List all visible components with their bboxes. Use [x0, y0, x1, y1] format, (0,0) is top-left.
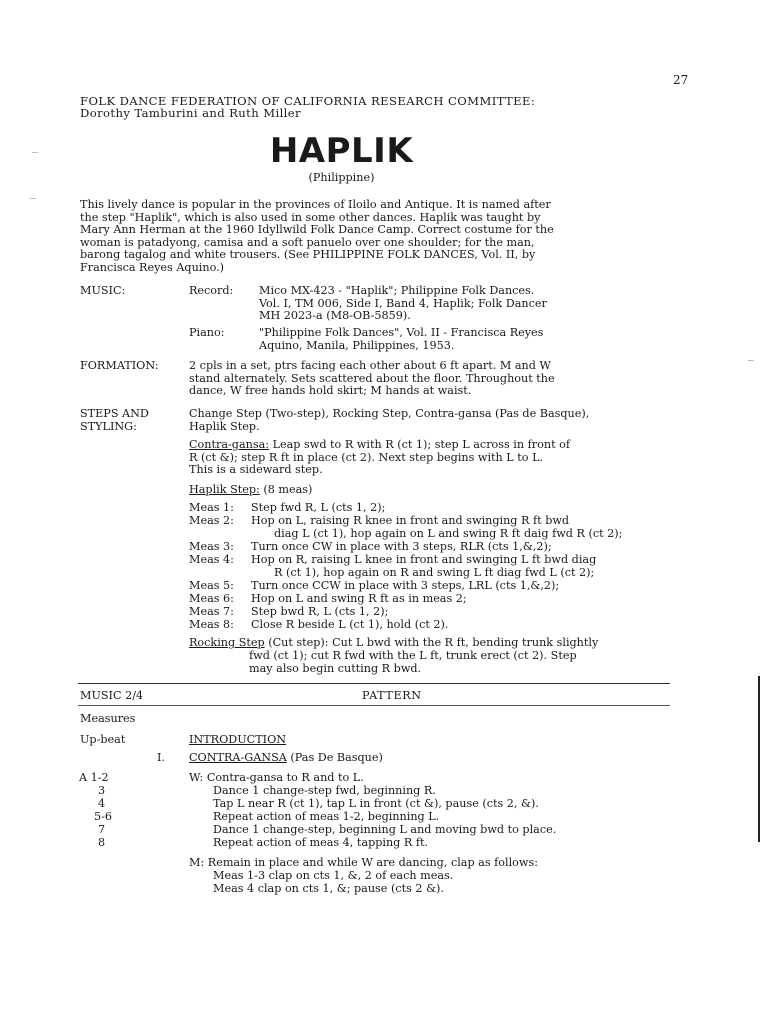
introduction-heading: INTRODUCTION [189, 733, 287, 746]
scan-fleck [32, 152, 38, 153]
haplik-meas-label: Meas 7: [189, 605, 234, 618]
dance-origin: (Philippine) [308, 171, 375, 184]
haplik-meas-label: Meas 6: [189, 592, 234, 605]
haplik-meas-label: Meas 5: [189, 579, 234, 592]
measure-number: 5-6 [94, 810, 113, 823]
record-line: Mico MX-423 - "Haplik"; Philippine Folk Dances. [259, 284, 535, 297]
haplik-step-count: (8 meas) [259, 483, 313, 496]
haplik-meas-label: Meas 3: [189, 540, 234, 553]
intro-line: Mary Ann Herman at the 1960 Idyllwild Folk Dance Camp. Correct costume for the [80, 223, 554, 237]
intro-line: This lively dance is popular in the provinces of Iloilo and Antique. It is named after [80, 198, 551, 211]
pattern-text: Repeat action of meas 4, tapping R ft. [213, 836, 429, 849]
formation-text [189, 360, 555, 398]
haplik-meas-label: Meas 1: [189, 501, 234, 514]
haplik-meas-text: Step fwd R, L (cts 1, 2); [251, 501, 386, 514]
intro-paragraph [80, 199, 660, 275]
pattern-text: Tap L near R (ct 1), tap L in front (ct &), pause (cts 2, &). [213, 797, 539, 810]
piano-line: "Philippine Folk Dances", Vol. II - Francisca Reyes [259, 326, 544, 339]
rocking-step-text: (Cut step): Cut L bwd with the R ft, bending trunk slightly [264, 636, 599, 649]
music-label: MUSIC: [80, 284, 126, 297]
intro-line: Francisca Reyes Aquino.) [80, 260, 225, 274]
steps-label-line: STYLING: [80, 419, 137, 433]
pattern-heading: PATTERN [362, 689, 422, 702]
rocking-step-continued [249, 650, 577, 675]
contra-gansa-line [189, 439, 570, 452]
haplik-meas-text: R (ct 1), hop again on R and swing L ft diag fwd L (ct 2); [274, 566, 595, 579]
figure-heading [189, 752, 383, 765]
men-clap-detail: Meas 1-3 clap on cts 1, &, 2 of each meas. [213, 869, 454, 882]
haplik-step-heading [189, 484, 312, 497]
steps-label-line: STEPS AND [80, 407, 149, 420]
scan-fleck [748, 360, 754, 361]
figure-number: I. [157, 751, 165, 764]
haplik-step-term: Haplik Step: [189, 483, 260, 496]
haplik-meas-text: Step bwd R, L (cts 1, 2); [251, 605, 389, 618]
pattern-text: Repeat action of meas 1-2, beginning L. [213, 810, 440, 823]
figure-subtitle: (Pas De Basque) [286, 751, 383, 764]
dance-title: HAPLIK [269, 131, 414, 171]
piano-line: Aquino, Manila, Philippines, 1953. [259, 338, 455, 352]
intro-line: barong tagalog and white trousers. (See PHILIPPINE FOLK DANCES, Vol. II, by [80, 248, 536, 262]
measure-number: 7 [98, 823, 106, 836]
rocking-step-line: may also begin cutting R bwd. [249, 661, 422, 675]
header-committee: FOLK DANCE FEDERATION OF CALIFORNIA RESEARCH COMMITTEE: [80, 94, 536, 108]
contra-gansa-text: Leap swd to R with R (ct 1); step L across in front of [269, 438, 571, 451]
pattern-text: W: Contra-gansa to R and to L. [189, 771, 364, 784]
measure-number: 8 [98, 836, 106, 849]
upbeat-label: Up-beat [80, 733, 126, 746]
haplik-meas-text: Hop on L, raising R knee in front and swinging R ft bwd [251, 514, 570, 527]
steps-list [189, 408, 589, 433]
men-clap-instruction: M: Remain in place and while W are dancing, clap as follows: [189, 856, 539, 869]
steps-label [80, 408, 149, 433]
scan-margin-line [758, 676, 760, 842]
steps-line: Haplik Step. [189, 419, 260, 433]
formation-label: FORMATION: [80, 359, 159, 372]
haplik-meas-label: Meas 8: [189, 618, 234, 631]
haplik-meas-text: Turn once CCW in place with 3 steps, LRL (cts 1,&,2); [251, 579, 560, 592]
haplik-meas-text: Turn once CW in place with 3 steps, RLR (cts 1,&,2); [251, 540, 552, 553]
rocking-step-line: fwd (ct 1); cut R fwd with the L ft, trunk erect (ct 2). Step [249, 649, 577, 662]
record-line: Vol. I, TM 006, Side I, Band 4, Haplik; Folk Dancer [259, 296, 547, 310]
scan-fleck [30, 198, 36, 199]
record-details [259, 285, 547, 323]
measure-number: 4 [98, 797, 106, 810]
men-clap-detail: Meas 4 clap on cts 1, &; pause (cts 2 &). [213, 882, 444, 895]
music-meter: MUSIC 2/4 [80, 689, 144, 702]
haplik-meas-text: Hop on R, raising L knee in front and swinging L ft bwd diag [251, 553, 597, 566]
record-line: MH 2023-a (M8-OB-5859). [259, 309, 411, 323]
rocking-step-term: Rocking Step [189, 636, 265, 649]
page-number: 27 [673, 73, 689, 87]
contra-gansa-line: This is a sideward step. [189, 463, 323, 477]
haplik-meas-text: Hop on L and swing R ft as in meas 2; [251, 592, 467, 605]
measure-number: A 1-2 [79, 771, 109, 784]
section-divider [78, 683, 670, 684]
steps-line: Change Step (Two-step), Rocking Step, Contra-gansa (Pas de Basque), [189, 407, 590, 420]
contra-gansa-line: R (ct &); step R ft in place (ct 2). Next step begins with L to L. [189, 450, 544, 464]
haplik-meas-text: Close R beside L (ct 1), hold (ct 2). [251, 618, 449, 631]
formation-line: 2 cpls in a set, ptrs facing each other about 6 ft apart. M and W [189, 359, 551, 372]
contra-gansa-definition [189, 439, 570, 477]
haplik-meas-label: Meas 2: [189, 514, 234, 527]
pattern-text: Dance 1 change-step fwd, beginning R. [213, 784, 436, 797]
formation-line: stand alternately. Sets scattered about the floor. Throughout the [189, 371, 555, 385]
piano-label: Piano: [189, 326, 225, 339]
haplik-meas-label: Meas 4: [189, 553, 234, 566]
pattern-text: Dance 1 change-step, beginning L and moving bwd to place. [213, 823, 557, 836]
header-authors: Dorothy Tamburini and Ruth Miller [80, 106, 301, 120]
haplik-meas-text: diag L (ct 1), hop again on L and swing R ft daig fwd R (ct 2); [274, 527, 623, 540]
figure-name: CONTRA-GANSA [189, 751, 287, 764]
rocking-step-heading [189, 637, 598, 650]
piano-details [259, 327, 543, 352]
formation-line: dance, W free hands hold skirt; M hands at waist. [189, 384, 472, 398]
contra-gansa-term: Contra-gansa: [189, 438, 270, 451]
measures-label: Measures [80, 712, 136, 725]
measure-number: 3 [98, 784, 106, 797]
section-divider [78, 705, 670, 706]
intro-line: the step "Haplik", which is also used in some other dances. Haplik was taught by [80, 210, 541, 224]
record-label: Record: [189, 284, 234, 297]
intro-line: woman is patadyong, camisa and a soft panuelo over one shoulder; for the man, [80, 235, 535, 249]
